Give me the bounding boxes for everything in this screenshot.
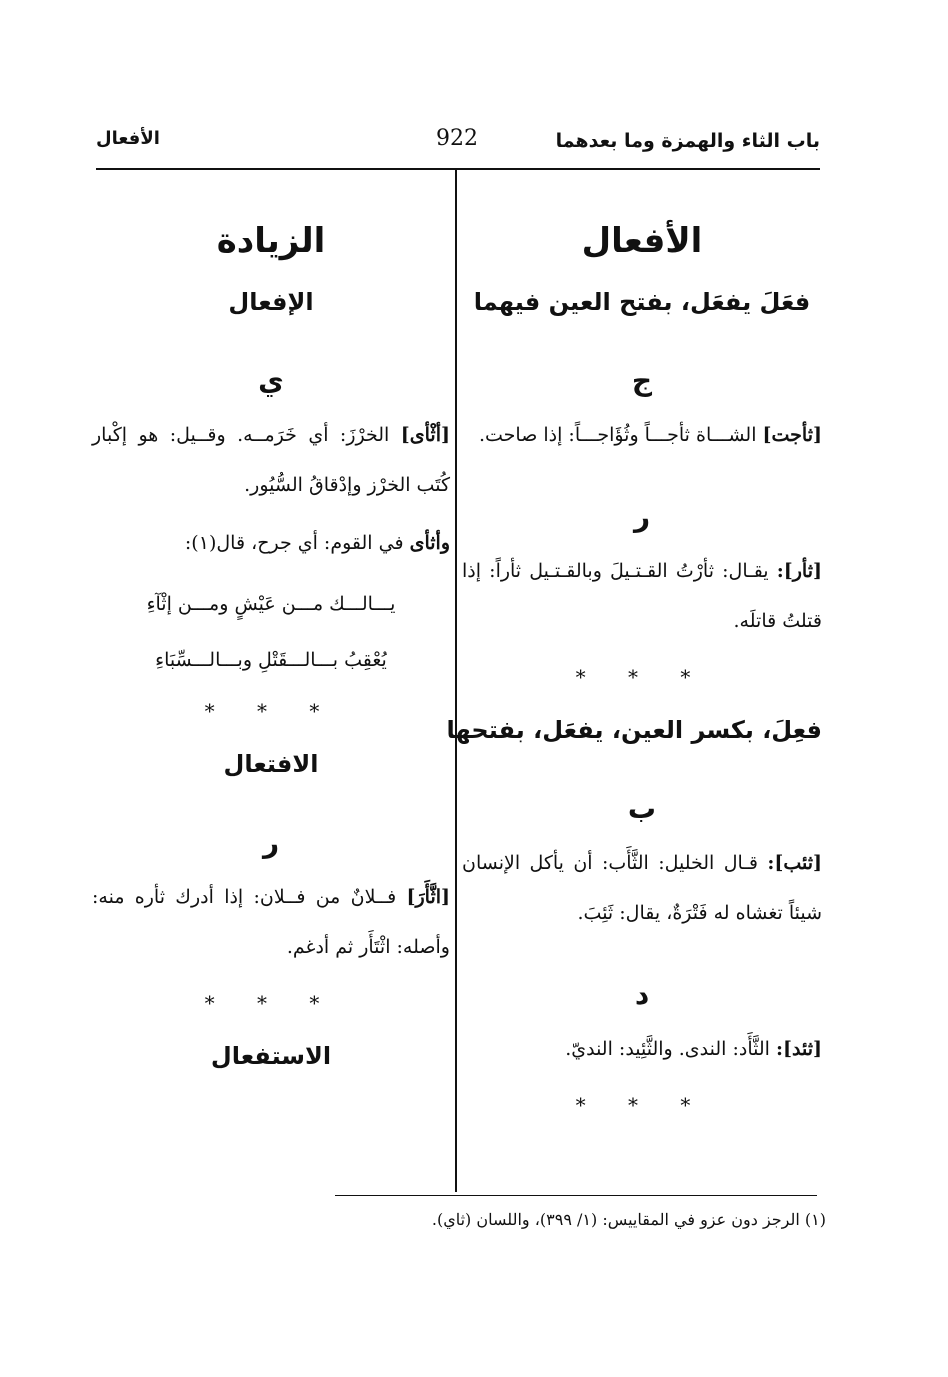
entry-lemma: [اثَّأَرَ] xyxy=(406,886,450,908)
entry-text: قـال الخليل: الثَّأَب: أن يأكل الإنسان شيئاً تغشاه له فَتْرَةٌ، يقال: ثَئِبَ. xyxy=(462,852,822,924)
entry-text: في القوم: أي جرح، قال(١): xyxy=(184,532,404,554)
form-heading-iftial: الافتعال xyxy=(223,750,319,778)
section-separator: * * * xyxy=(575,665,709,689)
header-rule xyxy=(96,168,820,170)
letter-heading-ya: ي xyxy=(258,364,284,397)
section-separator: * * * xyxy=(204,991,338,1015)
verse-line-2: يُعْقِبُ بـــالـــقَتْلِ وبـــالـــسِّبَاءِ xyxy=(155,649,387,671)
entry-text: الثَّأَد: الندى. والثَّئِيد: النديّ. xyxy=(565,1038,770,1060)
footnote-rule xyxy=(335,1195,817,1196)
letter-heading-dal: د xyxy=(634,978,650,1011)
entry-lemma: [ثأجت] xyxy=(762,424,822,446)
entry-lemma: [ثئد]: xyxy=(776,1038,822,1060)
form-heading-faala: فعَلَ يفعَل، بفتح العين فيهما xyxy=(473,288,811,316)
verse-line-1: يـــالـــك مـــن عَيْشٍ ومـــن إثْآءِ xyxy=(146,593,396,615)
left-column xyxy=(92,210,450,1086)
letter-heading-jim: ج xyxy=(631,364,653,397)
letter-heading-ra: ر xyxy=(262,826,280,859)
entry-athaa-2 xyxy=(92,518,450,568)
page-number: 922 xyxy=(436,126,478,151)
entry-text: الشـــاة ثأجـــاً وثُؤَاجـــاً: إذا صاحت. xyxy=(478,424,757,446)
entry-lemma: وأثأى xyxy=(409,532,450,554)
section-separator: * * * xyxy=(575,1093,709,1117)
section-title: باب الثاء والهمزة وما بعدهما xyxy=(555,130,820,152)
letter-heading-ba: ب xyxy=(627,792,657,825)
form-heading-faila: فعِلَ، بكسر العين، يفعَل، بفتحها xyxy=(446,716,822,744)
entry-ittaar xyxy=(92,872,450,972)
right-column xyxy=(446,210,822,1128)
entry-text: الخرْزَ: أي خَرَمــه. وقــيل: هو إكْبار كُتَب الخرْز وإدْقاقُ السُّيُور. xyxy=(92,424,450,496)
entry-thaib xyxy=(462,838,822,938)
entry-text: فــلانٌ من فــلان: إذا أدرك ثأره منه: وأصله: اثْتَأَر ثم أدغم. xyxy=(92,886,450,958)
entry-thaid xyxy=(462,1024,822,1074)
letter-heading-ra: ر xyxy=(633,500,651,533)
entry-lemma: [ثأر]: xyxy=(776,560,822,582)
entry-lemma: [أثْأى] xyxy=(400,424,450,446)
form-heading-istifal: الاستفعال xyxy=(210,1042,332,1070)
section-separator: * * * xyxy=(204,699,338,723)
entry-thaajat xyxy=(462,410,822,460)
running-title: الأفعال xyxy=(96,128,160,149)
section-heading-ziyada: الزيادة xyxy=(216,221,326,261)
column-divider xyxy=(455,170,457,1192)
entry-text: يقـال: ثأرْتُ القـتـيلَ وبالقـتـيل ثأراً: إذا قتلتُ قاتلَه. xyxy=(462,560,822,632)
section-heading-afaal: الأفعال xyxy=(581,221,703,261)
form-heading-ifaal: الإفعال xyxy=(228,288,314,316)
page-header xyxy=(96,126,820,162)
entry-thaar xyxy=(462,546,822,646)
entry-athaa xyxy=(92,410,450,510)
footnote: (١) الرجز دون عزو في المقاييس: (١/ ٣٩٩)، واللسان (ثاي). xyxy=(431,1210,826,1229)
entry-lemma: [ثئب]: xyxy=(767,852,822,874)
